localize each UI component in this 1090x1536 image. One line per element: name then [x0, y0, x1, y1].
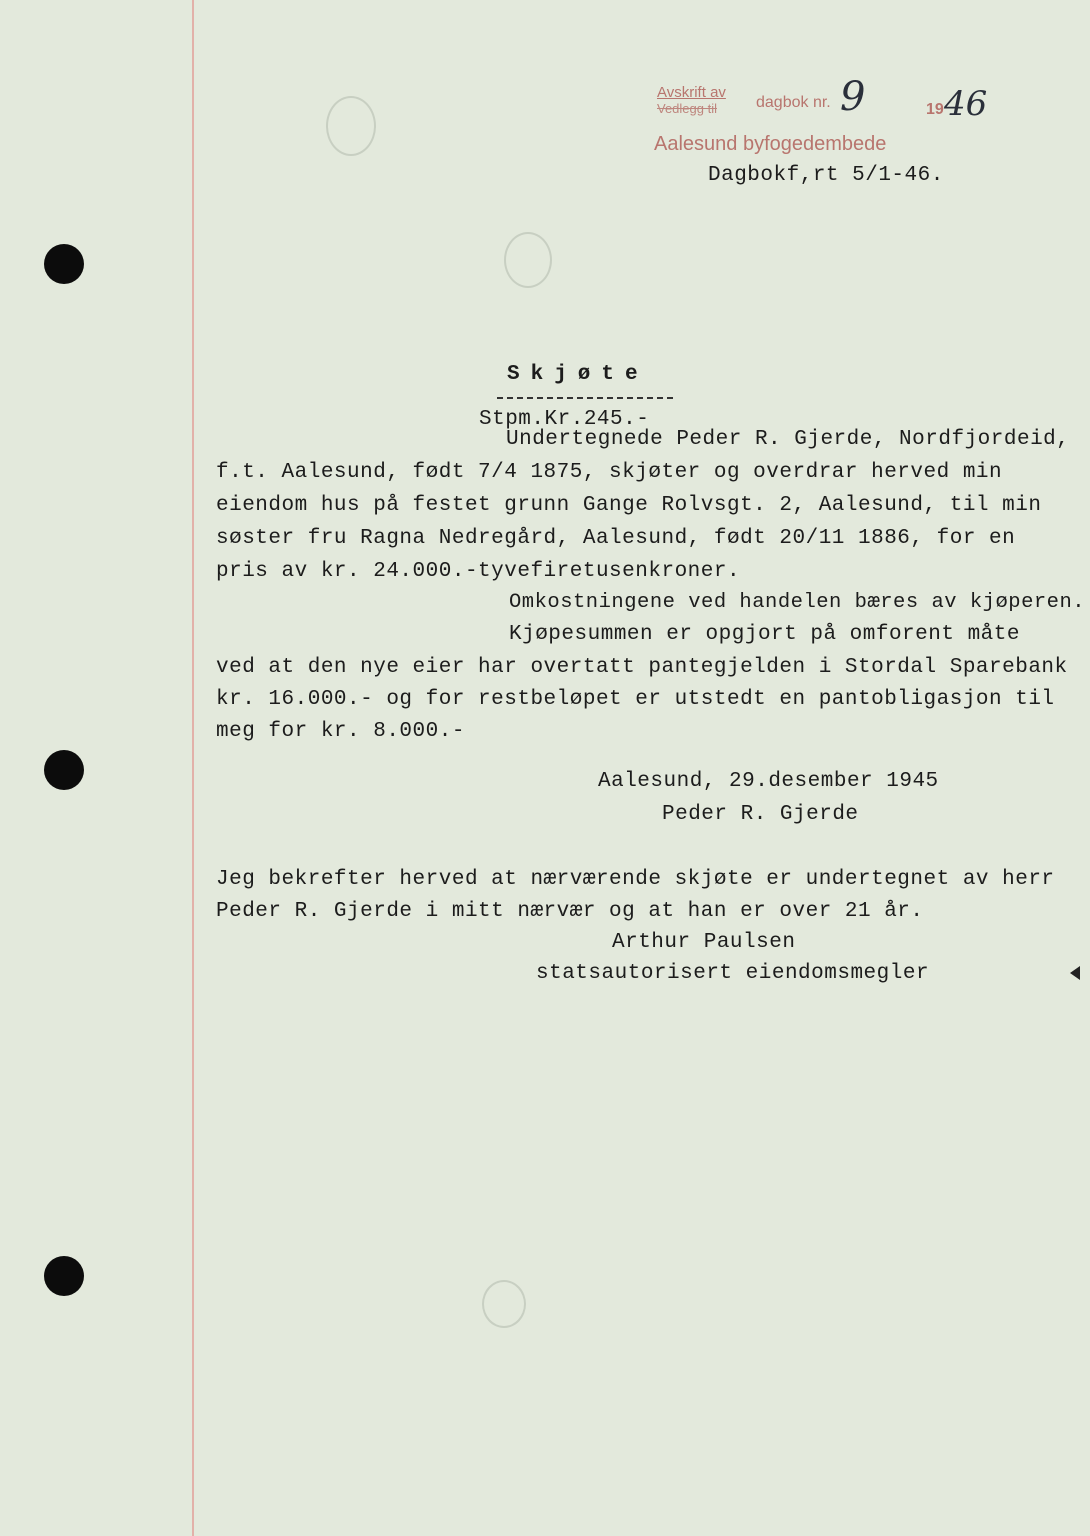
witness-title: statsautorisert eiendomsmegler: [536, 962, 930, 985]
body-line: eiendom hus på festet grunn Gange Rolvsgt. 2, Aalesund, til min: [216, 494, 1042, 517]
margin-line: [192, 0, 194, 1536]
body-line: Kjøpesummen er opgjort på omforent måte: [509, 623, 1020, 646]
bleed-through-mark: [326, 96, 376, 156]
stamp-vedlegg: Vedlegg til: [657, 101, 717, 116]
bleed-through-mark: [482, 1280, 526, 1328]
stamp-avskrift: Avskrift av: [657, 84, 726, 101]
bleed-through-mark: [504, 232, 552, 288]
body-line: Undertegnede Peder R. Gjerde, Nordfjordeid,: [506, 428, 1070, 451]
stamp-duty: Stpm.Kr.245.-: [479, 408, 650, 431]
handwritten-number: 9: [840, 74, 866, 120]
title-underline: [497, 397, 673, 399]
witness-name: Arthur Paulsen: [612, 931, 796, 954]
witness-line: Jeg bekrefter herved at nærværende skjøte er undertegnet av herr: [216, 868, 1055, 891]
dagbokfort-line: Dagbokf,rt 5/1-46.: [708, 164, 944, 187]
witness-line: Peder R. Gjerde i mitt nærvær og at han er over 21 år.: [216, 900, 924, 923]
body-line: meg for kr. 8.000.-: [216, 720, 465, 743]
body-line: kr. 16.000.- og for restbeløpet er utstedt en pantobligasjon til: [216, 688, 1055, 711]
stamp-dagbok: dagbok nr.: [756, 94, 831, 111]
handwritten-year: 46: [944, 84, 988, 124]
punch-hole: [44, 1256, 84, 1296]
punch-hole: [44, 244, 84, 284]
stamp-year-prefix: 19: [926, 101, 944, 118]
body-line: ved at den nye eier har overtatt pantegjelden i Stordal Sparebank: [216, 656, 1068, 679]
edge-marker: [1070, 966, 1080, 980]
body-line: Omkostningene ved handelen bæres av kjøperen.: [509, 591, 1086, 614]
body-line: f.t. Aalesund, født 7/4 1875, skjøter og overdrar herved min: [216, 461, 1003, 484]
document-title: Skjøte: [507, 363, 649, 386]
signer-name: Peder R. Gjerde: [662, 803, 859, 826]
body-line: søster fru Ragna Nedregård, Aalesund, født 20/11 1886, for en: [216, 527, 1016, 550]
punch-hole: [44, 750, 84, 790]
body-line: pris av kr. 24.000.-tyvefiretusenkroner.: [216, 560, 741, 583]
place-date: Aalesund, 29.desember 1945: [598, 770, 939, 793]
stamp-office: Aalesund byfogedembede: [654, 133, 887, 155]
